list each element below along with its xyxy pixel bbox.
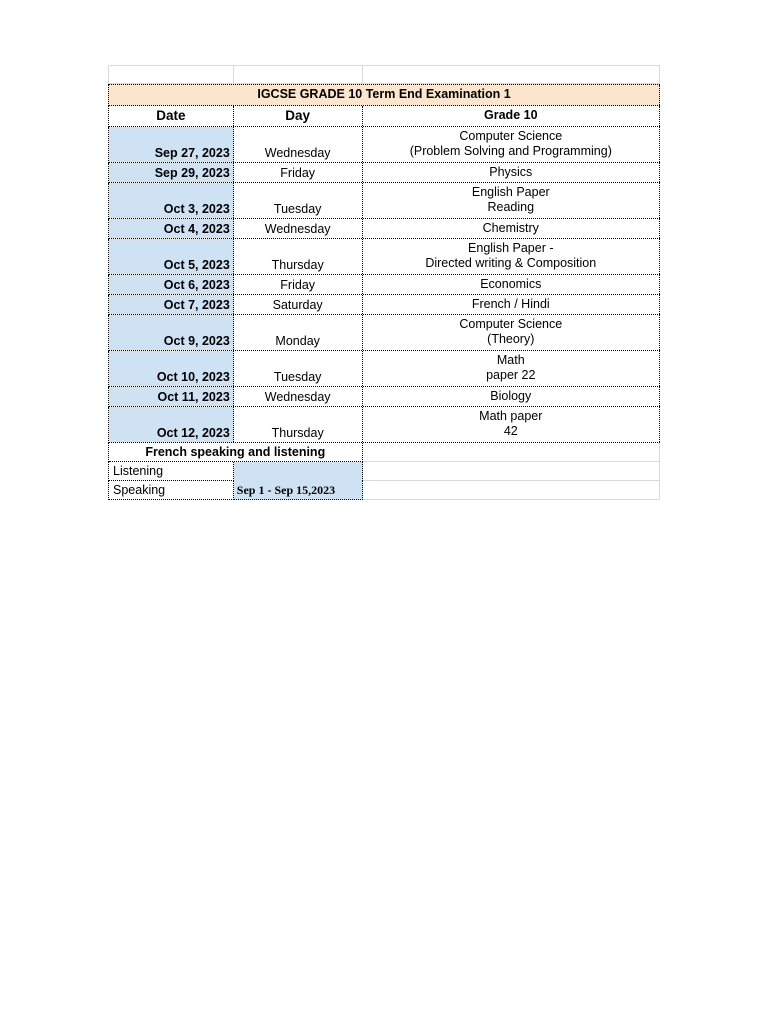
table-row	[108, 163, 660, 183]
subject-line: Math paper	[479, 409, 543, 423]
page-title: IGCSE GRADE 10 Term End Examination 1	[109, 85, 660, 105]
table-row	[108, 275, 660, 295]
exam-subject	[363, 295, 660, 314]
exam-day: Wednesday	[234, 387, 363, 406]
exam-date: Oct 12, 2023	[109, 407, 234, 442]
exam-date: Oct 10, 2023	[109, 351, 234, 386]
table-row	[108, 315, 660, 351]
exam-date: Sep 29, 2023	[109, 163, 234, 182]
exam-subject	[363, 315, 660, 350]
speaking-row	[108, 481, 660, 500]
exam-rows	[108, 127, 660, 443]
exam-date: Oct 11, 2023	[109, 387, 234, 406]
exam-date: Oct 5, 2023	[109, 239, 234, 274]
subject-line: Directed writing & Composition	[425, 256, 597, 270]
exam-date: Oct 9, 2023	[109, 315, 234, 350]
subject-line: English Paper -	[468, 241, 554, 255]
table-row	[108, 295, 660, 315]
exam-day: Saturday	[234, 295, 363, 314]
header-date: Date	[109, 106, 234, 126]
exam-subject	[363, 163, 660, 182]
subject-line: Physics	[489, 164, 533, 179]
exam-day: Thursday	[234, 407, 363, 442]
table-row	[108, 127, 660, 163]
exam-subject	[363, 387, 660, 406]
subject-line: French / Hindi	[471, 296, 550, 311]
exam-day: Monday	[234, 315, 363, 350]
exam-subject	[363, 351, 660, 386]
exam-subject	[363, 219, 660, 238]
header-day: Day	[234, 106, 363, 126]
subject-line: paper 22	[486, 368, 536, 382]
exam-day: Thursday	[234, 239, 363, 274]
subject-line: Biology	[490, 388, 532, 403]
table-row	[108, 219, 660, 239]
exam-day: Friday	[234, 163, 363, 182]
speaking-label: Speaking	[109, 481, 234, 500]
table-row	[108, 239, 660, 275]
subject-line: Computer Science	[459, 129, 563, 143]
exam-date: Sep 27, 2023	[109, 127, 234, 162]
table-row	[108, 183, 660, 219]
subject-line: Math	[496, 353, 525, 367]
subject-line: 42	[503, 424, 518, 438]
blank-row	[108, 65, 660, 84]
exam-date: Oct 3, 2023	[109, 183, 234, 218]
exam-subject	[363, 127, 660, 162]
subject-line: Chemistry	[482, 220, 539, 235]
speaking-date-range: Sep 1 - Sep 15,2023	[234, 481, 363, 500]
exam-date: Oct 6, 2023	[109, 275, 234, 294]
header-grade: Grade 10	[363, 106, 660, 126]
title-row	[108, 84, 660, 106]
table-row	[108, 387, 660, 407]
table-row	[108, 351, 660, 387]
subject-line: (Problem Solving and Programming)	[409, 144, 612, 158]
french-heading: French speaking and listening	[109, 443, 363, 462]
subject-line: Economics	[480, 276, 542, 291]
exam-date: Oct 7, 2023	[109, 295, 234, 314]
header-row	[108, 106, 660, 127]
exam-day: Tuesday	[234, 351, 363, 386]
exam-subject	[363, 239, 660, 274]
exam-day: Friday	[234, 275, 363, 294]
exam-subject	[363, 183, 660, 218]
french-heading-row	[108, 443, 660, 462]
listening-label: Listening	[109, 462, 234, 481]
subject-line: Reading	[487, 200, 535, 214]
table-row	[108, 407, 660, 443]
exam-timetable	[108, 65, 660, 500]
exam-day: Tuesday	[234, 183, 363, 218]
exam-date: Oct 4, 2023	[109, 219, 234, 238]
subject-line: English Paper	[471, 185, 550, 199]
exam-day: Wednesday	[234, 127, 363, 162]
listening-row	[108, 462, 660, 481]
exam-day: Wednesday	[234, 219, 363, 238]
exam-subject	[363, 275, 660, 294]
exam-subject	[363, 407, 660, 442]
subject-line: Computer Science	[459, 317, 563, 331]
subject-line: (Theory)	[487, 332, 535, 346]
